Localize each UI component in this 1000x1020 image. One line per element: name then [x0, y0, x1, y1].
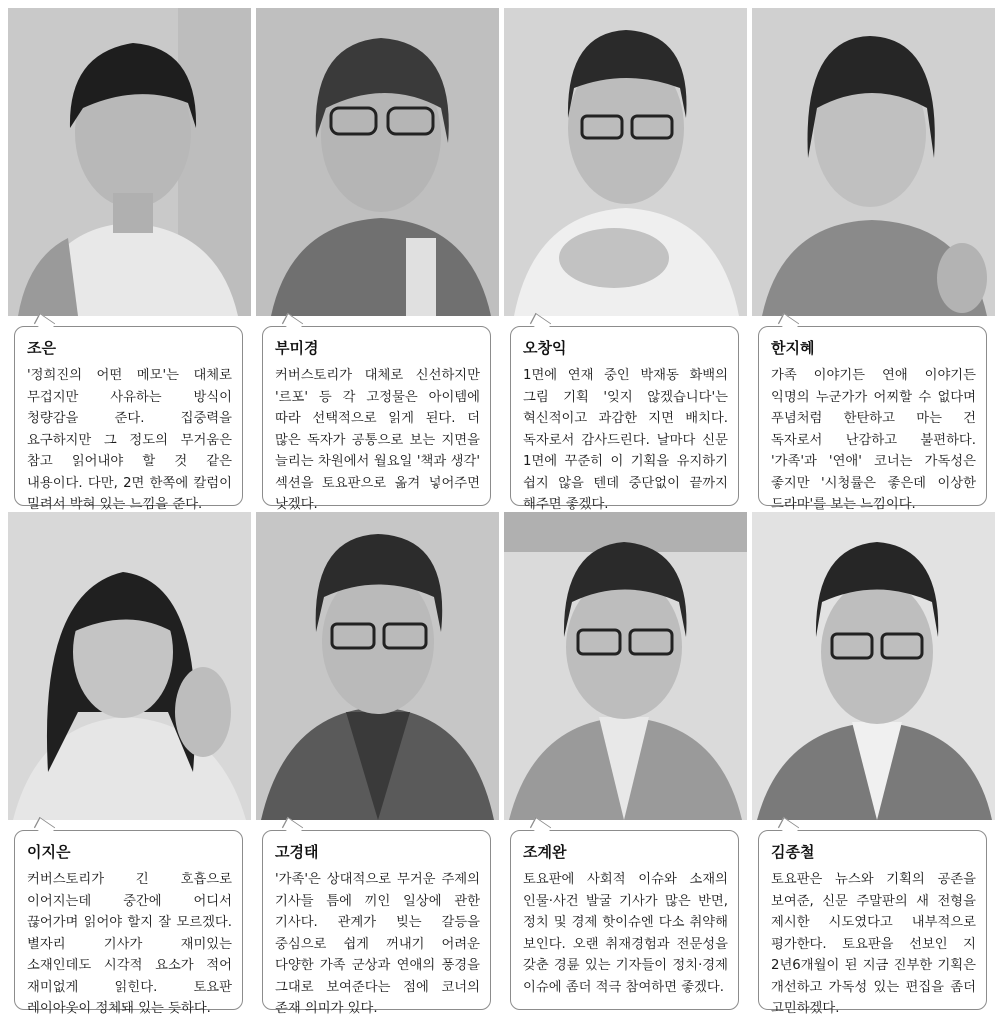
panelist-name: 김종철 [771, 843, 815, 861]
panelist-name: 오창익 [523, 339, 567, 357]
speech-tail [34, 817, 55, 838]
portrait-photo [256, 8, 499, 316]
panelist-comment: '가족'은 상대적으로 무거운 주제의 기사들 틈에 끼인 일상에 관한 기사다. 관계가 빚는 갈등을 중심으로 쉽게 꺼내기 어려운 다양한 가족 군상과 연애의 풍경을 그대로 보여준다는 점에 코너의 존재 의미가 있다. [275, 872, 480, 1016]
panelist-comment: 커버스토리가 대체로 신선하지만 '르포' 등 각 고정물은 아이템에 따라 선택적으로 읽게 된다. 더 많은 독자가 공통으로 보는 지면을 늘리는 차원에서 월요일 '책과 생각' 섹션을 토요판으로 옮겨 넣어주면 낫겠다. [275, 368, 480, 512]
panelist-comment: 커버스토리가 긴 호흡으로 이어지는데 중간에 어디서 끊어가며 읽어야 할지 잘 모르겠다. 별자리 기사가 재미있는 소재인데도 시각적 요소가 적어 재미없게 읽힌다. 토요판 레이아웃이 정체돼 있는 듯하다. [27, 872, 232, 1016]
comment-card [14, 830, 243, 1016]
portrait-photo [504, 512, 747, 820]
comment-card [510, 830, 739, 1010]
speech-tail [282, 313, 303, 334]
speech-tail [282, 817, 303, 838]
comment-card [758, 830, 987, 1016]
speech-tail [34, 313, 55, 334]
panelist-name: 한지혜 [771, 339, 815, 357]
panelist-comment: 1면에 연재 중인 박재동 화백의 그림 기획 '잊지 않겠습니다'는 혁신적이고 과감한 지면 배치다. 독자로서 감사드린다. 날마다 신문 1면에 꾸준히 이 기획을 유지하기 쉽지 않을 텐데 중단없이 끝까지 해주면 좋겠다. [523, 368, 728, 512]
panelist-comment: 토요판에 사회적 이슈와 소재의 인물·사건 발굴 기사가 많은 반면, 정치 및 경제 핫이슈엔 다소 취약해 보인다. 오랜 취재경험과 전문성을 갖춘 경륜 있는 기자들이 정치·경제 이슈에 좀더 적극 참여하면 좋겠다. [523, 872, 728, 995]
panelist-name: 조은 [27, 339, 56, 357]
comment-card [262, 326, 491, 512]
speech-tail [530, 313, 551, 334]
speech-tail [530, 817, 551, 838]
portrait-photo [8, 8, 251, 316]
speech-tail [778, 313, 799, 334]
portrait-photo [752, 512, 995, 820]
panelist-name: 고경태 [275, 843, 319, 861]
portrait-photo [752, 8, 995, 316]
panelist-name: 부미경 [275, 339, 319, 357]
portrait-photo [504, 8, 747, 316]
panelist-comment: 토요판은 뉴스와 기획의 공존을 보여준, 신문 주말판의 새 전형을 제시한 시도였다고 내부적으로 평가한다. 토요판을 선보인 지 2년6개월이 된 지금 진부한 기획은 개선하고 가독성 있는 편집을 좀더 고민하겠다. [771, 872, 976, 1016]
speech-tail [778, 817, 799, 838]
panelist-comment: 가족 이야기든 연애 이야기든 익명의 누군가가 어찌할 수 없다며 푸념처럼 한탄하고 마는 건 독자로서 난감하고 불편하다. '가족'과 '연애' 코너는 가독성은 좋지만 '시청률은 좋은데 이상한 드라마'를 보는 느낌이다. [771, 368, 976, 512]
panelist-comment: '정희진의 어떤 메모'는 대체로 무겁지만 사유하는 방식이 청량감을 준다. 집중력을 요구하지만 그 정도의 무거움은 참고 읽어내야 할 것 같은 내용이다. 다만, 2면 한쪽에 칼럼이 밀려서 박혀 있는 느낌을 준다. [27, 368, 232, 512]
comment-card [14, 326, 243, 512]
comment-card [510, 326, 739, 512]
comment-card [262, 830, 491, 1016]
portrait-photo [8, 512, 251, 820]
panelist-name: 조계완 [523, 843, 567, 861]
comment-card [758, 326, 987, 512]
portrait-photo [256, 512, 499, 820]
panelist-name: 이지은 [27, 843, 71, 861]
